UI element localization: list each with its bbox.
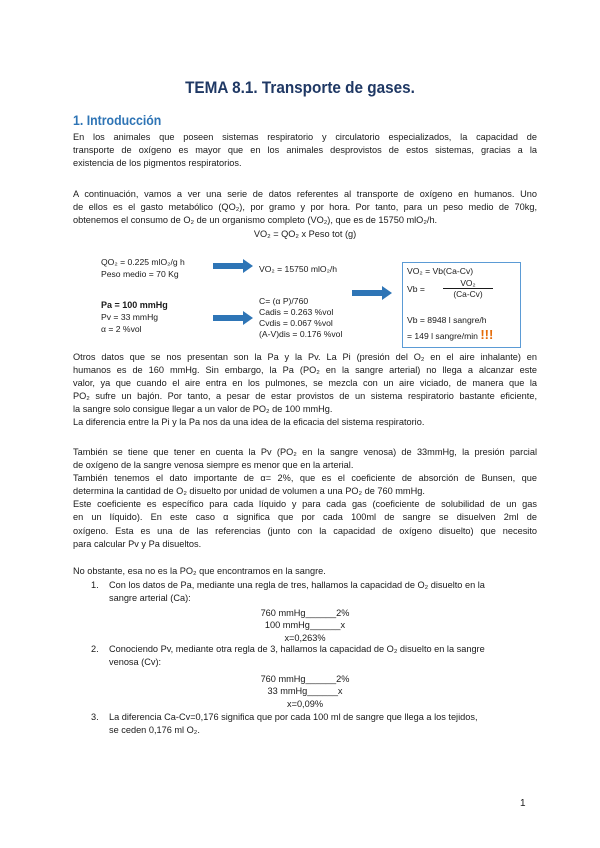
diagram-peso: Peso medio = 70 Kg xyxy=(101,269,179,279)
list-item-line: Con los datos de Pa, mediante una regla de tres, hallamos la capacidad de O₂ disuelto en la xyxy=(109,580,485,590)
box-fraction-denominator: (Ca-Cv) xyxy=(453,289,483,299)
otros-line: Otros datos que se nos presentan son la Pa y la Pv. La Pi (presión del O₂ en el aire inhalante) en xyxy=(73,352,537,362)
otros-paragraph xyxy=(73,351,537,430)
otros-line: La diferencia entre la Pi y la Pa nos da una idea de la eficacia del sistema respiratorio. xyxy=(73,417,425,428)
calc-line: x=0,263% xyxy=(284,632,326,643)
list-item-number: 1. xyxy=(91,580,99,590)
diagram-alpha: α = 2 %vol xyxy=(101,324,142,334)
list-item-line: Conociendo Pv, mediante otra regla de 3, hallamos la capacidad de O₂ disuelto en la sangre xyxy=(109,644,485,654)
data-line: obtenemos el consumo de O₂ de un organismo completo (VO₂), que es de 15750 mlO₂/h. xyxy=(73,215,438,226)
tambien-line: También se tiene que tener en cuenta la Pv (PO₂ en la sangre venosa) de 33mmHg, la presión parcial xyxy=(73,447,537,457)
otros-line: humanos es de 160 mmHg. Sin embargo, la Pa (PO₂ en la sangre arterial) no llega a alcanzar este xyxy=(73,365,537,376)
list-item-text xyxy=(109,579,537,605)
tambien-line: en un líquido). En este caso α significa que por cada 100ml de sangre se disuelven 2ml de xyxy=(73,512,537,523)
diagram-avdis: (A-V)dis = 0.176 %vol xyxy=(259,329,343,339)
no-obstante-line: No obstante, esa no es la PO₂ que encontramos en la sangre. xyxy=(73,566,326,576)
calc-line: 760 mmHg______2% xyxy=(260,674,350,684)
calc-line: 100 mmHg______x xyxy=(264,620,346,631)
otros-line: PO₂ sufre un bajón. Por tanto, a pesar de estar provistos de un sistema respiratorio bastante eficiente, xyxy=(73,391,537,402)
diagram-c-formula: C= (α P)/760 xyxy=(259,296,309,306)
box-line4: = 149 l sangre/min xyxy=(407,331,478,341)
diagram-qo2: QO₂ = 0.225 mlO₂/g h xyxy=(101,257,185,267)
diagram-pv: Pv = 33 mmHg xyxy=(101,312,159,322)
tambien-line: También tenemos el dato importante de α= 2%, que es el coeficiente de absorción de Bunsen, que xyxy=(73,473,537,484)
tambien-line: determina la cantidad de O₂ disuelto por unidad de volumen a una PO₂ de 760 mmHg. xyxy=(73,486,425,497)
otros-line: valor, ya que cuando el aire entra en los pulmones, se mezcla con un aire viciado, de manera que la xyxy=(73,378,537,389)
tambien-line: para calcular Pv y Pa disueltos. xyxy=(73,538,202,549)
box-line3: Vb = 8948 l sangre/h xyxy=(407,315,487,325)
calc-block-1 xyxy=(73,607,537,644)
tambien-line: Este coeficiente es específico para cada líquido y para cada gas (coeficiente de solubilidad de un gas xyxy=(73,499,537,510)
list-item-text xyxy=(109,643,537,669)
data-paragraph xyxy=(73,188,537,227)
box-line1: VO₂ = Vb(Ca-Cv) xyxy=(407,266,474,276)
list-item-number: 3. xyxy=(91,712,99,722)
diagram-vo2-result: VO₂ = 15750 mlO₂/h xyxy=(259,264,338,274)
arrow-right-icon xyxy=(213,311,253,325)
list-item-text xyxy=(109,711,537,737)
list-item-line: se ceden 0,176 ml O₂. xyxy=(109,725,200,736)
calc-line: 33 mmHg______x xyxy=(267,686,343,697)
calc-block-2 xyxy=(73,673,537,710)
diagram-pa: Pa = 100 mmHg xyxy=(101,300,168,310)
box-line4-wrap xyxy=(407,329,493,342)
list-item-number: 2. xyxy=(91,644,99,654)
page-title: TEMA 8.1. Transporte de gases. xyxy=(185,78,415,97)
result-box xyxy=(402,262,521,348)
list-item-line: La diferencia Ca-Cv=0,176 significa que por cada 100 ml de sangre que llega a los tejidos, xyxy=(109,712,478,722)
list-item-line: venosa (Cv): xyxy=(109,657,162,668)
tambien-line: oxígeno. Esta es una de las referencias (junto con la capacidad de oxígeno disuelto) que necesito xyxy=(73,525,537,536)
diagram-cadis: Cadis = 0.263 %vol xyxy=(259,307,334,317)
box-fraction xyxy=(443,278,493,299)
intro-paragraph xyxy=(73,131,537,170)
formula-vo2: VO₂ = QO₂ x Peso tot (g) xyxy=(253,229,357,239)
tambien-paragraph xyxy=(73,446,537,551)
calc-line: 760 mmHg______2% xyxy=(260,608,350,618)
box-fraction-numerator: VO₂ xyxy=(443,278,493,289)
intro-line: existencia de los pigmentos respiratorios. xyxy=(73,158,242,169)
no-obstante-paragraph xyxy=(73,565,537,578)
page-number: 1 xyxy=(520,798,526,809)
intro-line: En los animales que poseen sistemas respiratorio y circulatorio especializados, la capacidad de xyxy=(73,132,537,142)
arrow-right-icon xyxy=(352,286,392,300)
data-line: de ellos es el gasto metabólico (QO₂), por gramo y por hora. Por tanto, para un peso medio de 70kg, xyxy=(73,202,537,213)
list-item-line: sangre arterial (Ca): xyxy=(109,593,191,604)
data-line: A continuación, vamos a ver una serie de datos referentes al transporte de oxígeno en humanos. Uno xyxy=(73,189,537,199)
section-heading-introduccion: 1. Introducción xyxy=(73,112,162,128)
arrow-right-icon xyxy=(213,259,253,273)
box-exclamation: !!! xyxy=(480,327,494,342)
diagram-cvdis: Cvdis = 0.067 %vol xyxy=(259,318,333,328)
intro-line: transporte de oxígeno es mayor que en los animales desprovistos de estos sistemas, gracias a la xyxy=(73,145,537,156)
otros-line: la sangre solo consigue llegar a un valor de PO₂ de 100 mmHg. xyxy=(73,404,333,415)
box-vb-label: Vb = xyxy=(407,284,425,294)
tambien-line: de oxígeno de la sangre venosa siempre es menor que en la arterial. xyxy=(73,460,354,471)
calc-line: x=0,09% xyxy=(286,698,323,709)
